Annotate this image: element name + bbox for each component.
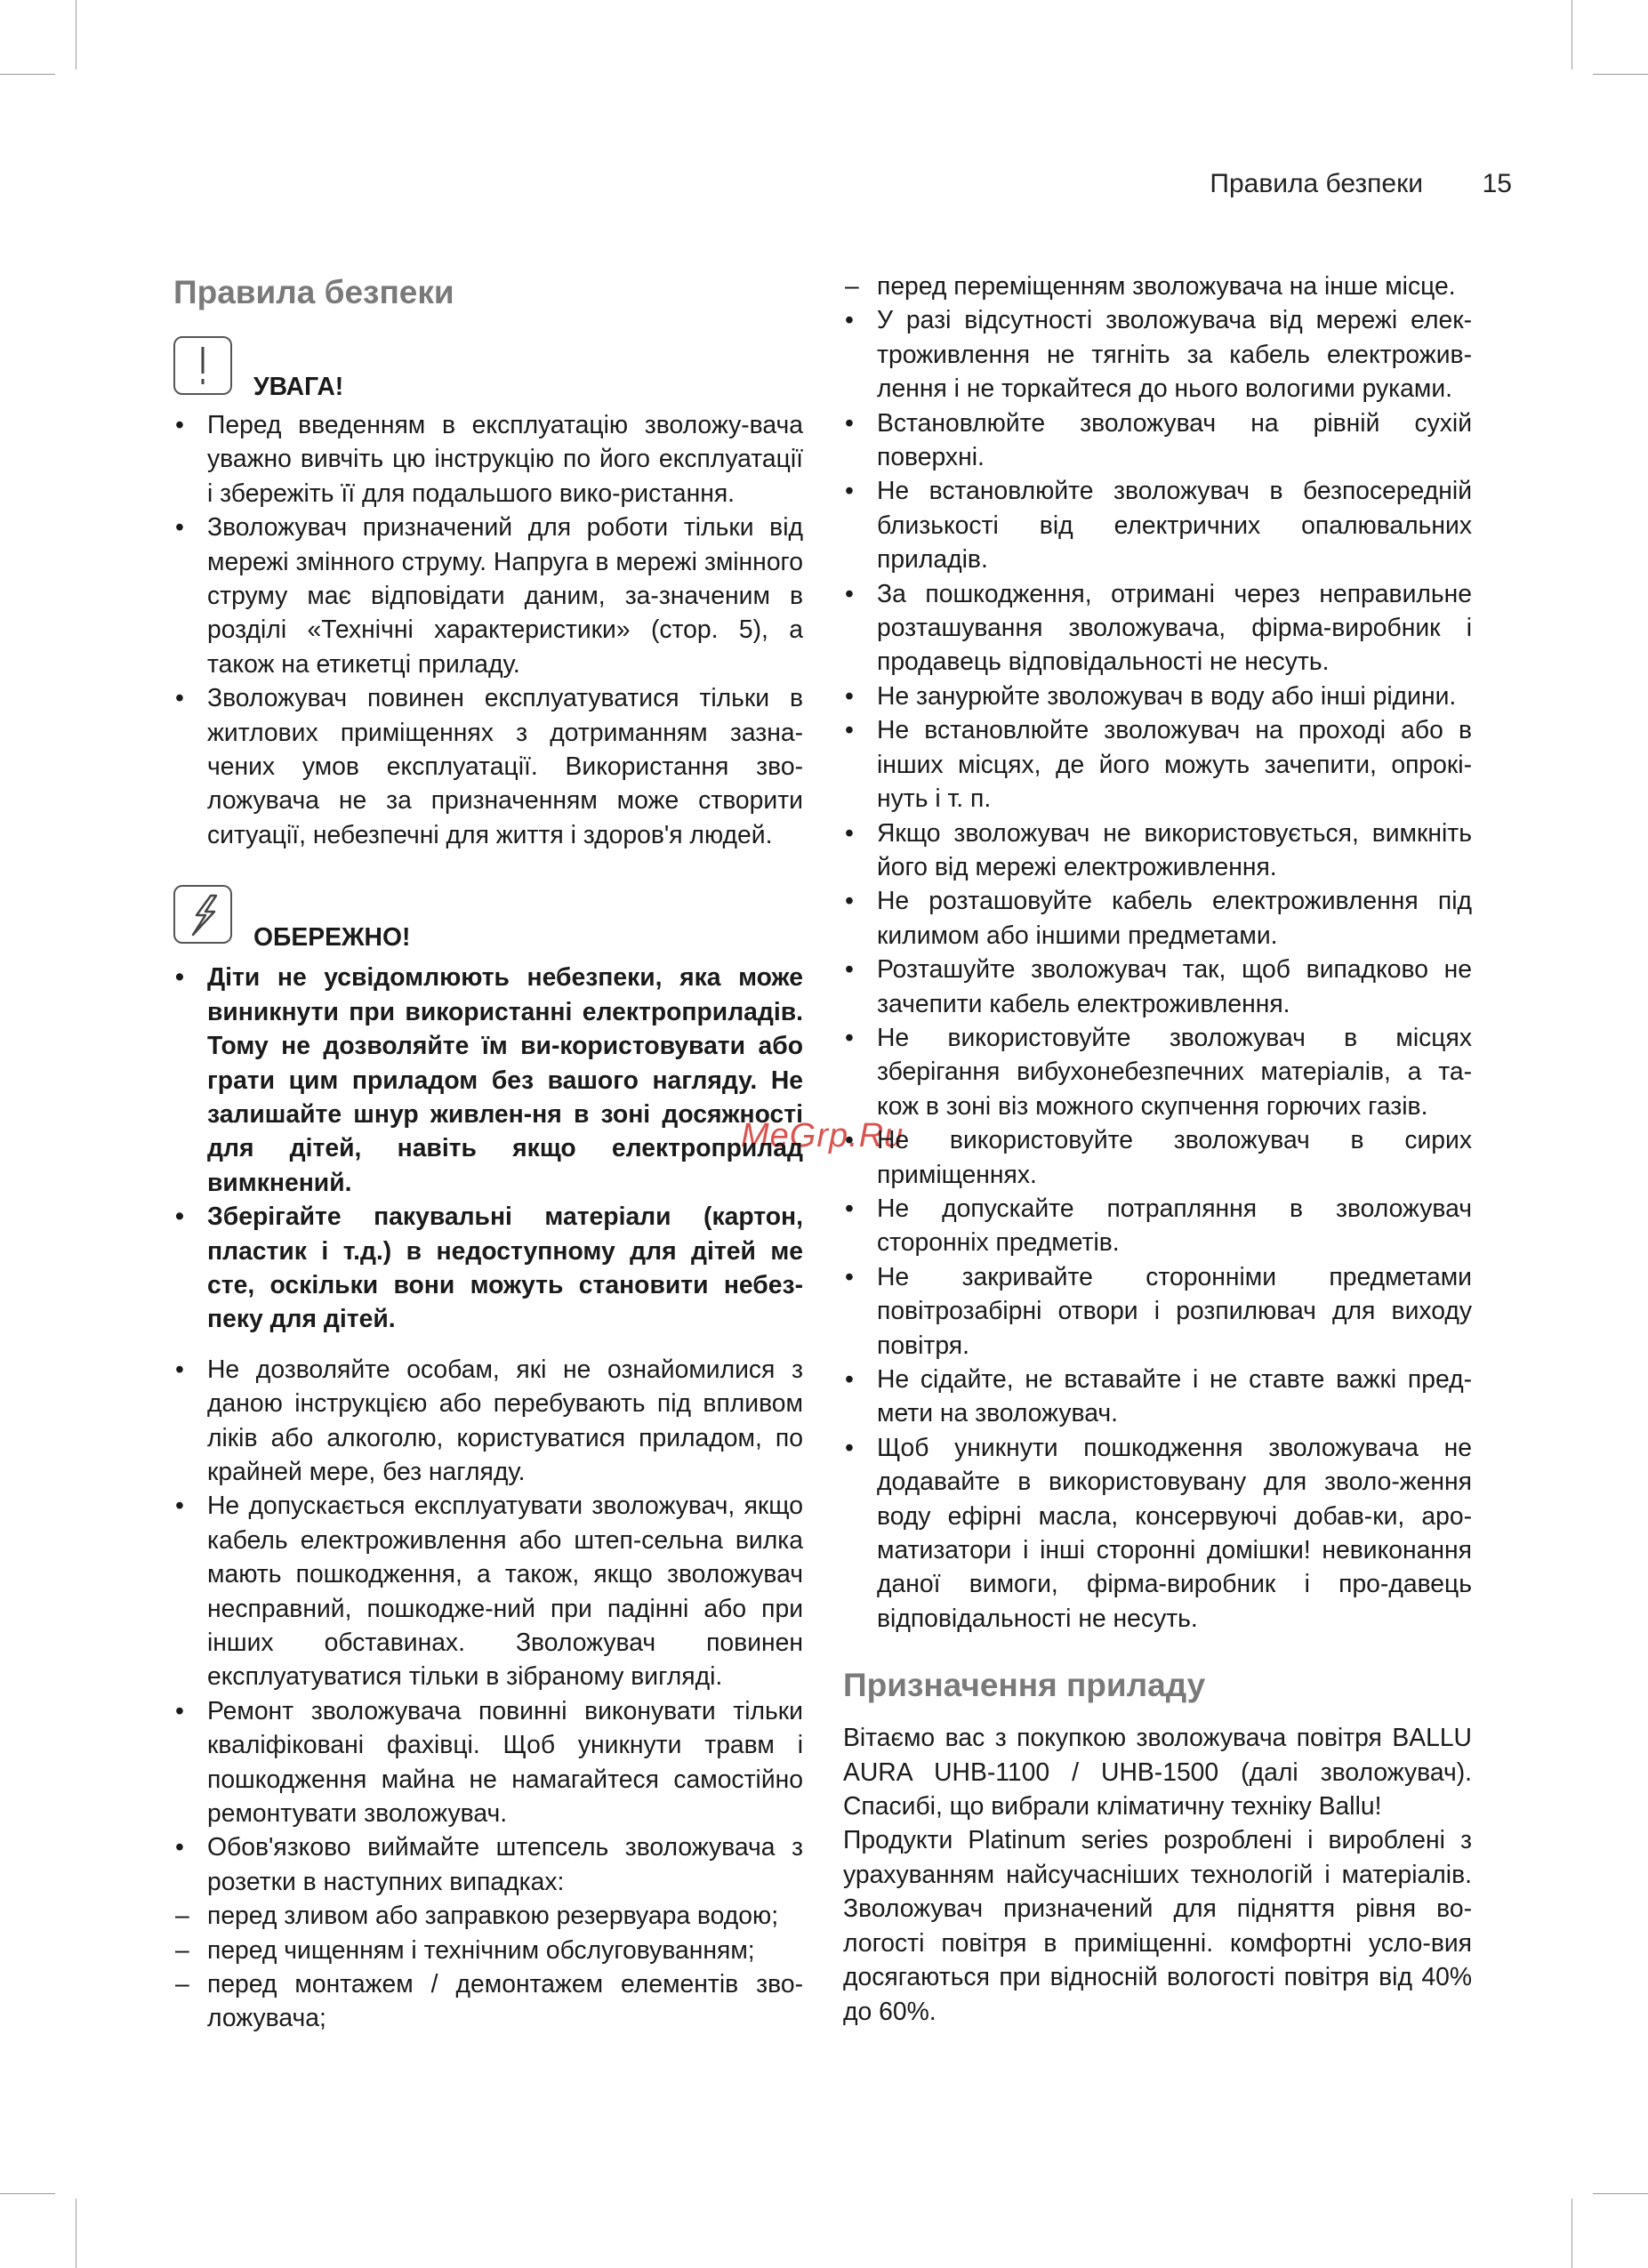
lightning-icon — [173, 885, 232, 944]
list-item: • Встановлюйте зволожувач на рівній сухій поверхні. — [843, 406, 1472, 474]
section-title: Призначення приладу — [843, 1667, 1206, 1704]
list-item: • Обов'язково виймайте штепсель зволожувача з розетки в наступних випадках: — [173, 1830, 803, 1898]
list-item: • Розташуйте зволожувач так, щоб випадково не зачепити кабель електроживлення. — [843, 952, 1472, 1020]
list-item: • Не занурюйте зволожувач в воду або інші рідини. — [843, 679, 1472, 712]
safety-list — [173, 1352, 803, 2035]
list-item: • Не встановлюйте зволожувач на проході або в інших місцях, де його можуть зачепити, опрокі-нуть і т. п. — [843, 712, 1472, 815]
safety-list-continued — [843, 269, 1472, 1635]
list-item: • У разі відсутності зволожувача від мережі елек-троживлення не тягніть за кабель електрожив-лення і не торкайтеся до нього вологими руками. — [843, 302, 1472, 405]
attention-label: УВАГА! — [253, 372, 344, 400]
watermark: MeGrp.Ru — [741, 1117, 904, 1154]
list-item: • Зберігайте пакувальні матеріали (картон, пластик і т.д.) в недоступному для дітей ме сте, оскільки вони можуть становити небез-пеку для дітей. — [173, 1199, 803, 1336]
right-column — [843, 269, 1472, 2028]
list-item: • Не дозволяйте особам, які не ознайомилися з даною інструкцією або перебувають під впливом ліків або алкоголю, користуватися приладом, по крайней мере, без нагляду. — [173, 1352, 803, 1489]
attention-list — [173, 407, 803, 851]
caution-list — [173, 960, 803, 1335]
list-item: • Не сідайте, не вставайте і не ставте важкі пред-мети на зволожувач. — [843, 1362, 1472, 1430]
section-title: Правила безпеки — [173, 274, 454, 310]
list-item: • Діти не усвідомлюють небезпеки, яка може виникнути при використанні електроприладів. Тому не дозволяйте їм ви-користовувати або грати цим приладом без вашого нагляду. Не залишайте шнур живлен-ня в зоні досяжності для дітей, навіть якщо електроприлад вимкнений. — [173, 960, 803, 1199]
attention-heading — [173, 336, 803, 407]
list-item: • Не встановлюйте зволожувач в безпосередній близькості від електричних опалювальних приладів. — [843, 473, 1472, 575]
list-item: • Якщо зволожувач не використовується, вимкніть його від мережі електроживлення. — [843, 816, 1472, 884]
list-item: • Ремонт зволожувача повинні виконувати тільки кваліфіковані фахівці. Щоб уникнути травм і пошкодження майна не намагайтеся самостійно ремонтувати зволожувач. — [173, 1693, 803, 1830]
list-item: • За пошкодження, отримані через неправильне розташування зволожувача, фірма-виробник і продавець відповідальності не несуть. — [843, 576, 1472, 679]
exclamation-icon — [173, 336, 232, 395]
list-item: – перед переміщенням зволожувача на інше місце. — [843, 269, 1472, 302]
list-item: – перед чищенням і технічним обслуговуванням; — [173, 1933, 803, 1966]
header-section-title: Правила безпеки — [1210, 169, 1423, 198]
list-item: – перед зливом або заправкою резервуара водою; — [173, 1898, 803, 1932]
running-header — [1192, 169, 1512, 205]
caution-heading — [173, 885, 803, 960]
list-item: • Перед введенням в експлуатацію зволожу-вача уважно вивчіть цю інструкцію по його експлуатації і збережіть її для подальшого вико-ристання. — [173, 407, 803, 510]
caution-label: ОБЕРЕЖНО! — [253, 922, 411, 952]
crop-mark — [0, 2193, 55, 2194]
list-item: • Не закривайте сторонніми предметами повітрозабірні отвори і розпилювач для виходу повітря. — [843, 1259, 1472, 1362]
paragraph: Продукти Platinum series розроблені і вироблені з урахуванням найсучасніших технологій і матеріалів. Зволожувач призначений для підняття рівня во-логості повітря в приміщенні. комфортні усло-вия досягаються при відносній вологості повітря від 40% до 60%. — [843, 1825, 1472, 2025]
list-item: • Не використовуйте зволожувач в сирих приміщеннях. — [843, 1122, 1472, 1191]
list-item: • Не використовуйте зволожувач в місцях зберігання вибухонебезпечних матеріалів, а та-кож в зоні віз можного скупчення горючих газів. — [843, 1020, 1472, 1122]
list-item: • Не допускайте потрапляння в зволожувач сторонніх предметів. — [843, 1191, 1472, 1259]
list-item: • Не розташовуйте кабель електроживлення під килимом або іншими предметами. — [843, 883, 1472, 952]
crop-mark — [0, 74, 55, 75]
paragraph: Вітаємо вас з покупкою зволожувача повітря BALLU AURA UHB-1100 / UHB-1500 (далі зволожувач). Спасибі, що вибрали кліматичну техніку Ballu! — [843, 1723, 1472, 1821]
crop-mark — [1593, 74, 1648, 75]
crop-mark — [1593, 2193, 1648, 2194]
purpose-text — [843, 1720, 1472, 2028]
page-number: 15 — [1482, 169, 1512, 198]
list-item: • Зволожувач призначений для роботи тільки від мережі змінного струму. Напруга в мережі змінного струму має відповідати даним, за-значеним в розділі «Технічні характеристики» (стор. 5), а також на етикетці приладу. — [173, 510, 803, 680]
list-item: • Щоб уникнути пошкодження зволожувача не додавайте в використовувану для зволо-ження воду ефірні масла, консервуючі добав-ки, аро- матизатори і інші сторонні домішки! невиконання даної вимоги, фірма-виробник і про-давець відповідальності не несуть. — [843, 1430, 1472, 1635]
list-item: • Зволожувач повинен експлуатуватися тільки в житлових приміщеннях з дотриманням зазна-чених умов експлуатації. Використання зво-ложувача не за призначенням може створити ситуації, небезпечні для життя і здоров'я людей. — [173, 680, 803, 851]
list-item: – перед монтажем / демонтажем елементів зво-ложувача; — [173, 1966, 803, 2035]
list-item: • Не допускається експлуатувати зволожувач, якщо кабель електроживлення або штеп-сельна вилка мають пошкодження, а також, якщо зволожувач несправний, пошкодже-ний при падінні або при інших обставинах. Зволожувач повинен експлуатуватися тільки в зібраному вигляді. — [173, 1488, 803, 1693]
left-column — [173, 269, 803, 2035]
